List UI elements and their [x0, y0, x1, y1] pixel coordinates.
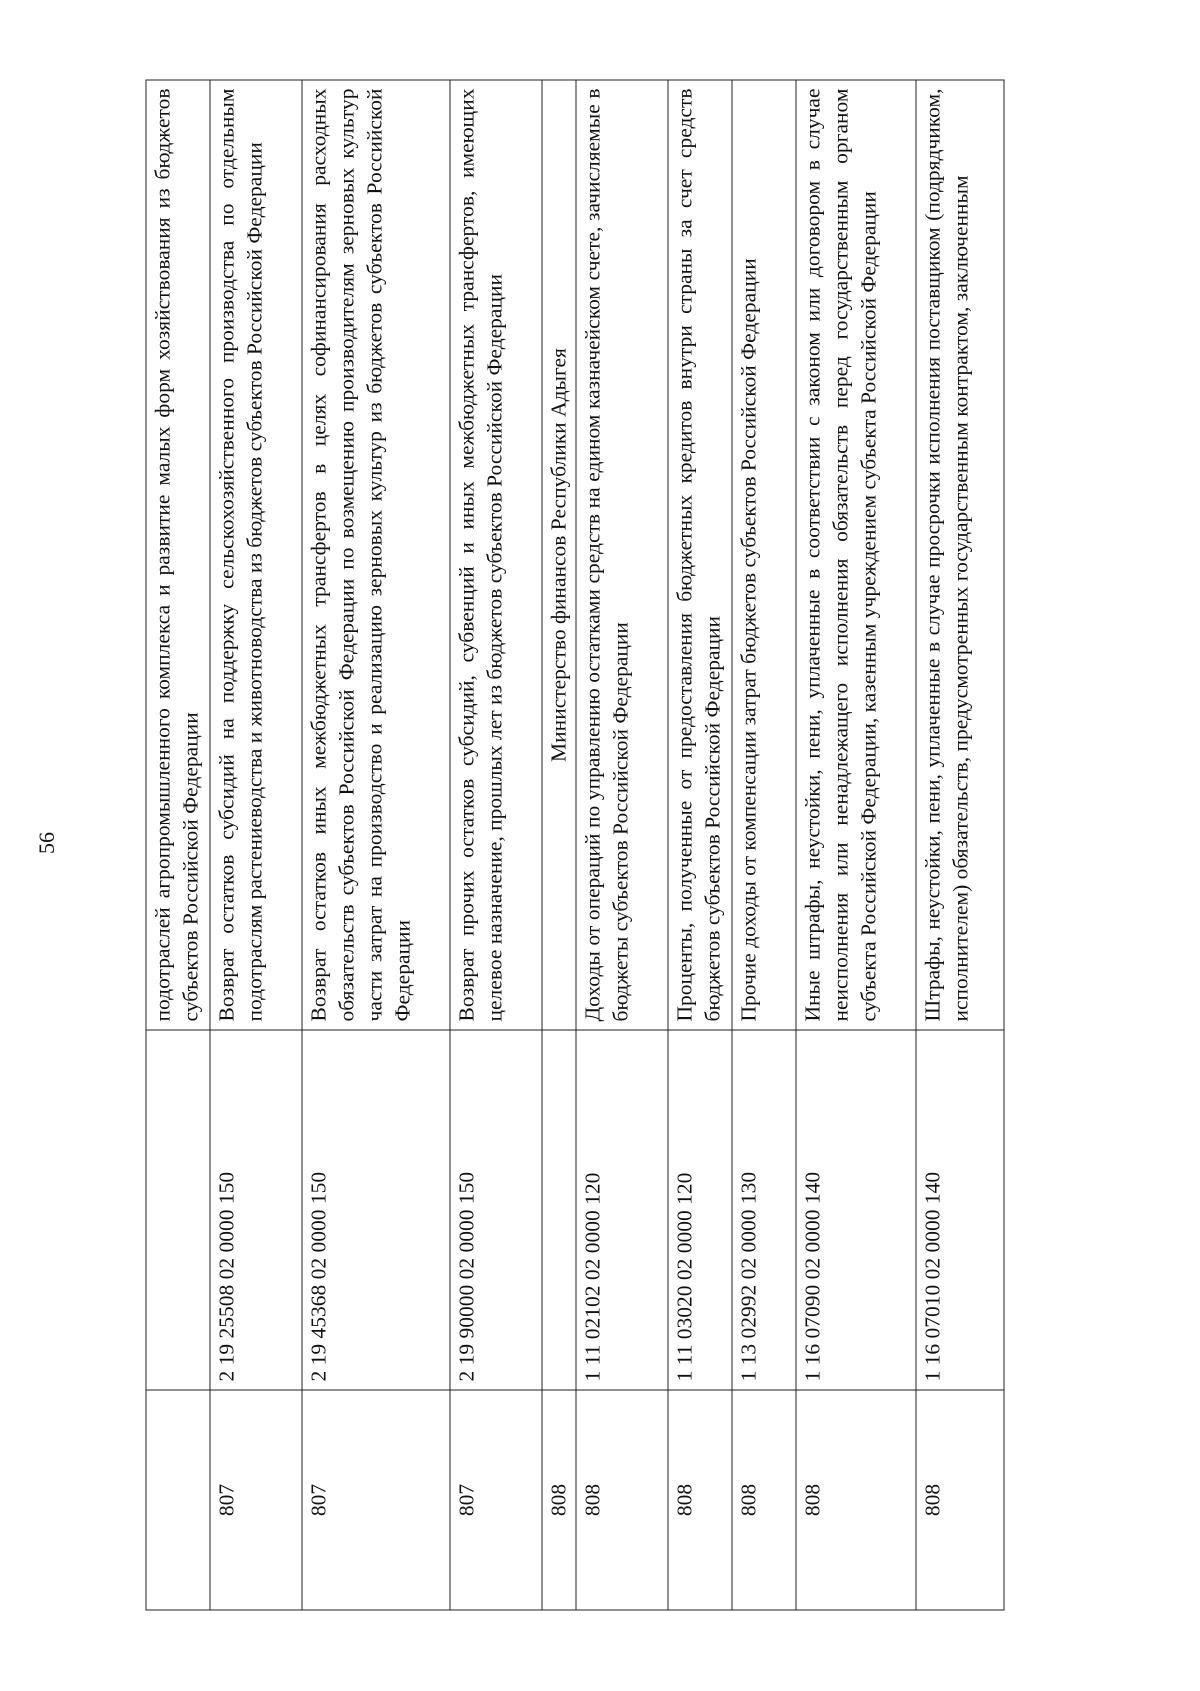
table-row: [732, 80, 796, 1610]
classification-code-cell: 2 19 45368 02 0000 150: [302, 1030, 450, 1390]
description-cell: Проценты, полученные от предоставления бюджетных кредитов внутри страны за счет средств бюджетов субъектов Российской Федерации: [668, 80, 732, 1030]
admin-code-cell: 807: [302, 1390, 450, 1610]
admin-code-cell: 807: [210, 1390, 302, 1610]
classification-code-cell: 1 13 02992 02 0000 130: [732, 1030, 796, 1390]
ministry-heading-cell: Министерство финансов Республики Адыгея: [542, 80, 576, 1030]
classification-code-cell: 1 11 03020 02 0000 120: [668, 1030, 732, 1390]
description-cell: Возврат остатков субсидий на поддержку сельскохозяйственного производства по отдельным подотраслям растениеводства и животноводства из бюджетов субъектов Российской Федерации: [210, 80, 302, 1030]
classification-code-cell: 2 19 25508 02 0000 150: [210, 1030, 302, 1390]
classification-code-cell: [146, 1030, 210, 1390]
admin-code-cell: 808: [916, 1390, 1004, 1610]
admin-code-cell: 808: [542, 1390, 576, 1610]
classification-code-cell: 1 16 07090 02 0000 140: [796, 1030, 916, 1390]
table-row: [210, 80, 302, 1610]
table-row: [668, 80, 732, 1610]
description-cell: Иные штрафы, неустойки, пени, уплаченные в соответствии с законом или договором в случае неисполнения или ненадлежащего исполнения обязательств перед государственным органом субъекта Российской Федерации, казенным учреждением субъекта Российской Федерации: [796, 80, 916, 1030]
table-row: [542, 80, 576, 1610]
classification-code-cell: [542, 1030, 576, 1390]
table-row: [450, 80, 542, 1610]
description-cell: Возврат остатков иных межбюджетных трансфертов в целях софинансирования расходных обязательств субъектов Российской Федерации по возмещению производителям зерновых культур части затрат на производство и реализацию зерновых культур из бюджетов субъектов Российской Федерации: [302, 80, 450, 1030]
admin-code-cell: 808: [576, 1390, 668, 1610]
page-number: 56: [34, 832, 59, 854]
admin-code-cell: 808: [796, 1390, 916, 1610]
rotated-table-container: [146, 81, 1021, 1611]
description-cell: Доходы от операций по управлению остатками средств на едином казначейском счете, зачисляемые в бюджеты субъектов Российской Федерации: [576, 80, 668, 1030]
admin-code-cell: [146, 1390, 210, 1610]
revenue-codes-table: [146, 80, 1005, 1611]
classification-code-cell: 2 19 90000 02 0000 150: [450, 1030, 542, 1390]
description-cell: Штрафы, неустойки, пени, уплаченные в случае просрочки исполнения поставщиком (подрядчиком, исполнителем) обязательств, предусмотренных государственным контрактом, заключенным: [916, 80, 1004, 1030]
description-cell: Прочие доходы от компенсации затрат бюджетов субъектов Российской Федерации: [732, 80, 796, 1030]
classification-code-cell: 1 16 07010 02 0000 140: [916, 1030, 1004, 1390]
description-cell: подотраслей агропромышленного комплекса и развитие малых форм хозяйствования из бюджетов субъектов Российской Федерации: [146, 80, 210, 1030]
admin-code-cell: 808: [732, 1390, 796, 1610]
table-row: [146, 80, 210, 1610]
description-cell: Возврат прочих остатков субсидий, субвенций и иных межбюджетных трансфертов, имеющих целевое назначение, прошлых лет из бюджетов субъектов Российской Федерации: [450, 80, 542, 1030]
table-row: [576, 80, 668, 1610]
admin-code-cell: 808: [668, 1390, 732, 1610]
classification-code-cell: 1 11 02102 02 0000 120: [576, 1030, 668, 1390]
admin-code-cell: 807: [450, 1390, 542, 1610]
table-row: [302, 80, 450, 1610]
table-row: [796, 80, 916, 1610]
table-row: [916, 80, 1004, 1610]
